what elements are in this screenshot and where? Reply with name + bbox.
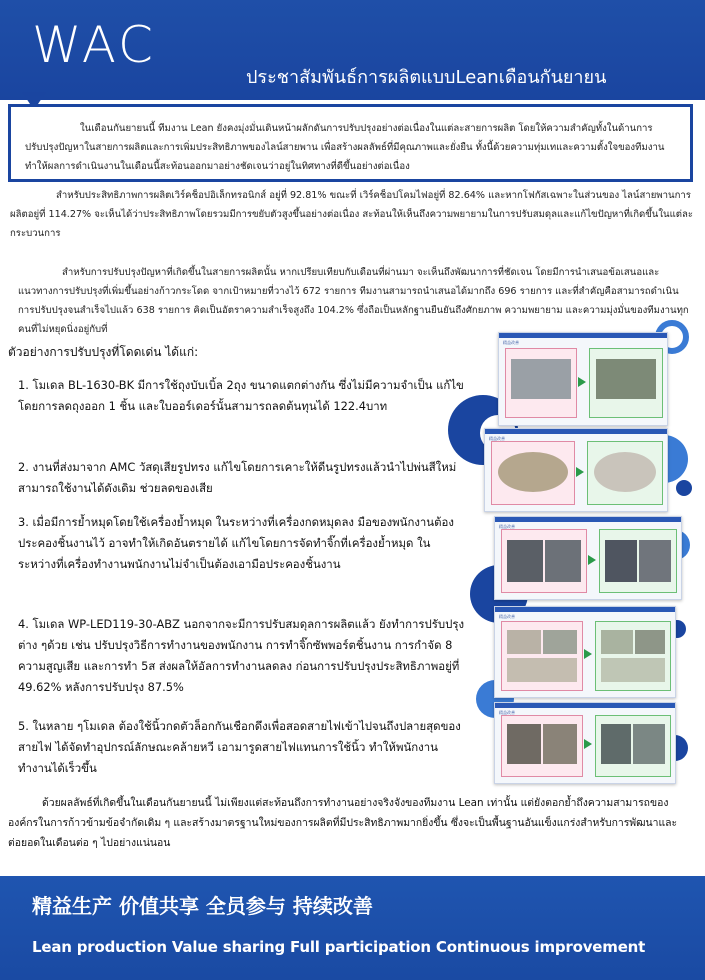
slogan-chinese: 精益生产 价值共享 全员参与 持续改善 — [32, 894, 373, 918]
improvement-thumbnail — [494, 606, 676, 698]
example-item: 2. งานที่ส่งมาจาก AMC วัสดุเสียรูปทรง แก้ไขโดยการเคาะให้ดีนรูปทรงแล้วนำไปพ่นสีใหม่ สามารถใช้งานได้ดังเดิม ช่วยลดของเสีย — [18, 460, 457, 495]
company-logo: WAC — [32, 16, 156, 74]
example-item: 1. โมเดล BL-1630-BK มีการใช้ถุงบับเบิ้ล 2ถุง ขนาดแตกต่างกัน ซึ่งไม่มีความจำเป็น แก้ไขโดยการลดถุงออก 1 ชิ้น และใบออร์เดอร์นั้นสามารถลดต้นทุนได้ 122.4บาท — [18, 378, 464, 413]
improvement-thumbnail — [494, 516, 682, 600]
improvement-thumbnail — [498, 332, 668, 426]
example-item: 5. ในหลาย ๆโมเดล ต้องใช้นิ้วกดตัวล็อกกันเชือกดึงเพื่อสอดสายไฟเข้าไปจนถึงปลายสุดของสายไฟ ได้จัดทำอุปกรณ์ลักษณะคล้ายหวี เอามารูดสายไฟแทนการใช้นิ้ว ทำให้พนักงานทำงานได้เร็วขึ้น — [18, 719, 461, 775]
thumbnail-label: 精益改善 — [503, 340, 519, 345]
example-item: 4. โมเดล WP-LED119-30-ABZ นอกจากจะมีการปรับสมดุลการผลิตแล้ว ยังทำการปรับปรุงต่าง ๆด้วย เช่น ปรับปรุงวิธีการทำงานของพนักงาน การทำจิ๊กซัพพอร์ตชิ้นงาน การกำจัด 8 ความสูญเสีย และการทำ 5ส ส่งผลให้อัลการทำงานลดลง ก่อนการปรับปรุงประสิทธิภาพอยู่ที่ 49.62% หลังการปรับปรุง 87.5% — [18, 617, 465, 694]
intro-text: ในเดือนกันยายนนี้ ทีมงาน Lean ยังคงมุ่งมั่นเดินหน้าผลักดันการปรับปรุงอย่างต่อเนื่องในแต่ละสายการผลิต โดยให้ความสำคัญทั้งในด้านการปรับปรุงปัญหาในสายการผลิตและการเพิ่มประสิทธิภาพของไลน์สายพาน เพื่อสร้างผลลัพธ์ที่มีคุณภาพและยั่งยืน ทั้งนี้ด้วยความทุ่มเทและความตั้งใจของทีมงาน ทำให้ผลการดำเนินงานในเดือนนี้สะท้อนออกมาอย่างชัดเจนว่าอยู่ในทิศทางที่ดีขึ้นอย่างต่อเนื่อง — [25, 123, 665, 172]
thumbnail-label: 精益改善 — [489, 436, 505, 441]
improvement-thumbnail — [484, 428, 668, 512]
example-item: 3. เมื่อมีการย้ำหมุดโดยใช้เครื่องย้ำหมุด ในระหว่างที่เครื่องกดหมุดลง มือของพนักงานต้องประคองชิ้นงานไว้ อาจทำให้เกิดอันตรายได้ แก้ไขโดยการจัดทำจิ๊กที่เครื่องย้ำหมุด ในระหว่างที่เครื่องทำงานพนักงานไม่จำเป็นต้องเอามือประคองชิ้นงาน — [18, 515, 454, 571]
slogan-english: Lean production Value sharing Full participation Continuous improvement — [32, 938, 646, 956]
thumbnail-label: 精益改善 — [499, 710, 515, 715]
improvement-thumbnail — [494, 702, 676, 784]
page-title: ประชาสัมพันธ์การผลิตแบบLeanเดือนกันยายน — [246, 67, 607, 88]
decor-circle — [676, 480, 692, 496]
intro-box — [8, 104, 693, 182]
improvement-paragraph: สำหรับการปรับปรุงปัญหาที่เกิดขึ้นในสายการผลิตนั้น หากเปรียบเทียบกับเดือนที่ผ่านมา จะเห็นถึงพัฒนาการที่ชัดเจน โดยมีการนำเสนอข้อเสนอและแนวทางการปรับปรุงที่เพิ่มขึ้นอย่างก้าวกระโดด จากเป้าหมายที่วางไว้ 672 รายการ ทีมงานสามารถนำเสนอได้มากถึง 696 รายการ และที่สำคัญคือสามารถดำเนินการปรับปรุงจนสำเร็จไปแล้ว 638 รายการ คิดเป็นอัตราความสำเร็จสูงถึง 104.2% ซึ่งถือเป็นหลักฐานยืนยันถึงศักยภาพ ความพยายาม และความมุ่งมั่นของทีมงานทุกคนที่ไม่หยุดนิ่งอยู่กับที่ — [18, 267, 689, 335]
thumbnail-label: 精益改善 — [499, 524, 515, 529]
efficiency-paragraph: สำหรับประสิทธิภาพการผลิตเวิร์คช็อปอิเล็กทรอนิกส์ อยู่ที่ 92.81% ขณะที่ เวิร์คช็อปโคมไฟอยู่ที่ 82.64% และหากโฟกัสเฉพาะในส่วนของ ไลน์สายพานการผลิตอยู่ที่ 114.27% จะเห็นได้ว่าประสิทธิภาพโดยรวมมีการขยับตัวสูงขึ้นอย่างต่อเนื่อง สะท้อนให้เห็นถึงความพยายามในการปรับสมดุลและแก้ไขปัญหาที่เกิดขึ้นในแต่ละกระบวนการ — [10, 190, 694, 239]
footer-banner — [0, 876, 705, 980]
header-banner — [0, 0, 705, 100]
examples-heading: ตัวอย่างการปรับปรุงที่โดดเด่น ได้แก่: — [8, 345, 199, 359]
closing-paragraph: ด้วยผลลัพธ์ที่เกิดขึ้นในเดือนกันยายนนี้ ไม่เพียงแต่สะท้อนถึงการทำงานอย่างจริงจังของทีมงาน Lean เท่านั้น แต่ยังตอกย้ำถึงความสามารถขององค์กรในการก้าวข้ามข้อจำกัดเดิม ๆ และสร้างมาตรฐานใหม่ของการผลิตที่มีประสิทธิภาพมากยิ่งขึ้น ซึ่งจะเป็นพื้นฐานอันแข็งแกร่งสำหรับการพัฒนาและต่อยอดในเดือนต่อ ๆ ไปอย่างแน่นอน — [8, 797, 678, 849]
thumbnail-label: 精益改善 — [499, 614, 515, 619]
